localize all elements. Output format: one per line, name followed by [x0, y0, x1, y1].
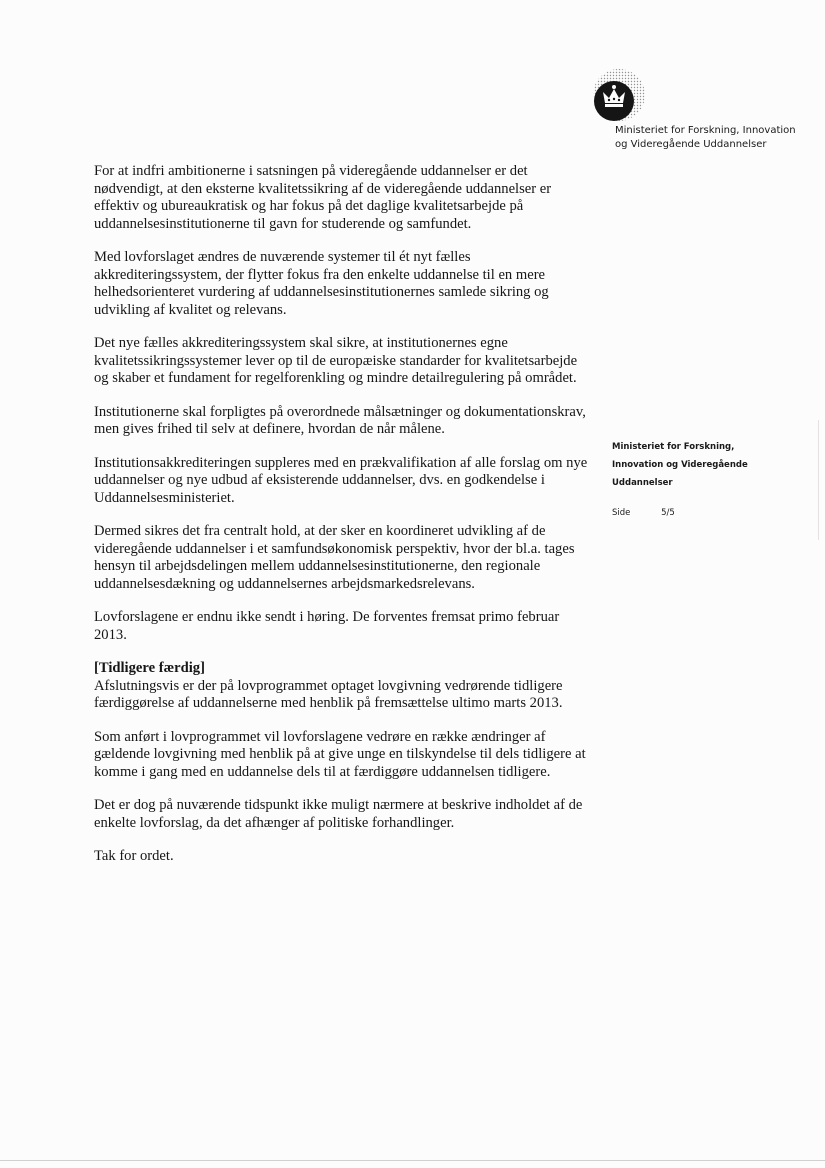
section-heading: [Tidligere færdig] [94, 660, 205, 676]
paragraph: Som anført i lovprogrammet vil lovforslagene vedrøre en række ændringer af gældende lovgivning med henblik på at give unge en tilskyndelse til dels tidligere at komme i gang med en uddannelse dels til at færdiggøre uddannelsen tidligere. [94, 728, 586, 780]
paragraph: Det er dog på nuværende tidspunkt ikke muligt nærmere at beskrive indholdet af de enkelte lovforslag, da det afhænger af politiske forhandlinger. [94, 797, 583, 831]
paragraph: Lovforslagene er endnu ikke sendt i høring. De forventes fremsat primo februar 2013. [94, 609, 560, 643]
paragraph: Institutionerne skal forpligtes på overordnede målsætninger og dokumentationskrav, men gives frihed til selv at definere, hvordan de når målene. [94, 403, 586, 437]
sidebar-ministry [612, 438, 792, 492]
paragraph: Dermed sikres det fra centralt hold, at der sker en koordineret udvikling af de videregående uddannelser i et samfundsøkonomisk perspektiv, hvor der bl.a. tages hensyn til arbejdsdelingen mellem uddannelsesinstitutionerne, den regionale uddannelsesdækning og uddannelsernes arbejdsmarkedsrelevans. [94, 523, 575, 592]
paragraph: Med lovforslaget ændres de nuværende systemer til ét nyt fælles akkrediteringssystem, der flytter fokus fra den enkelte uddannelse til en mere helhedsorienteret vurdering af uddannelsesinstitutionernes samlede sikring og udvikling af kvalitet og relevans. [94, 249, 549, 318]
page-label: Side [612, 508, 631, 518]
page-number: 5/5 [661, 508, 675, 518]
paragraph: Institutionsakkrediteringen suppleres med en prækvalifikation af alle forslag om nye uddannelser og nye udbud af eksisterende uddannelser, dvs. en godkendelse i Uddannelsesministeriet. [94, 454, 588, 506]
speech-body [94, 163, 594, 882]
sidebar-ministry-line-2: Innovation og Videregående [612, 460, 748, 470]
crown-logo-icon [588, 68, 646, 126]
sidebar-ministry-line-3: Uddannelser [612, 478, 673, 488]
scan-edge-mark [818, 420, 819, 540]
letterhead-line-2: og Videregående Uddannelser [615, 139, 767, 150]
scan-border-line [0, 1160, 825, 1161]
paragraph: For at indfri ambitionerne i satsningen på videregående uddannelser er det nødvendigt, at den eksterne kvalitetssikring af de videregående uddannelser er effektiv og ubureaukratisk og har fokus på det daglige kvalitetsarbejde på uddannelsesinstitutionerne til gavn for studerende og samfundet. [94, 163, 552, 232]
sidebar-ministry-line-1: Ministeriet for Forskning, [612, 442, 735, 452]
page-indicator [612, 508, 675, 518]
closing-line: Tak for ordet. [94, 848, 174, 864]
letterhead-line-1: Ministeriet for Forskning, Innovation [615, 125, 796, 136]
paragraph: Afslutningsvis er der på lovprogrammet optaget lovgivning vedrørende tidligere færdiggørelse af uddannelserne med henblik på fremsættelse ultimo marts 2013. [94, 677, 563, 711]
paragraph: Det nye fælles akkrediteringssystem skal sikre, at institutionernes egne kvalitetssikringssystemer lever op til de europæiske standarder for kvalitetsarbejde og skaber et fundament for regelforenkling og mindre detailregulering på området. [94, 335, 578, 386]
letterhead [615, 124, 815, 152]
